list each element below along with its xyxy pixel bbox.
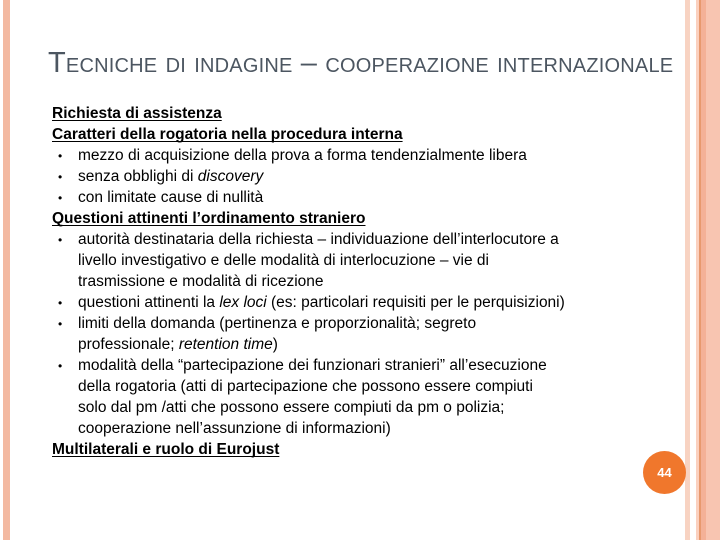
heading-caratteri	[52, 124, 677, 145]
bullet-text: (es: particolari requisiti per le perquisizioni)	[266, 294, 565, 311]
bullet-continuation	[52, 250, 677, 271]
bullet-continuation	[52, 376, 677, 397]
bullet-text: della rogatoria (atti di partecipazione che possono essere compiuti	[78, 378, 533, 395]
heading-text: Multilaterali e ruolo di Eurojust	[52, 441, 280, 458]
bullet-icon: •	[58, 359, 63, 373]
bullet-text: autorità destinataria della richiesta – individuazione dell’interlocutore a	[78, 231, 559, 248]
bullet-item	[52, 187, 677, 208]
bullet-text: mezzo di acquisizione della prova a forma tendenzialmente libera	[78, 147, 527, 164]
page-number: 44	[657, 465, 672, 480]
bullet-text: livello investigativo e delle modalità di interlocuzione – vie di	[78, 252, 489, 269]
bullet-item	[52, 355, 677, 376]
bullet-text: limiti della domanda (pertinenza e proporzionalità; segreto	[78, 315, 477, 332]
bullet-continuation	[52, 418, 677, 439]
bullet-continuation	[52, 397, 677, 418]
bullet-item	[52, 313, 677, 334]
slide-title: Tecniche di indagine – cooperazione internazionale	[48, 47, 674, 79]
bullet-item	[52, 145, 677, 166]
left-accent-stripe	[3, 0, 10, 540]
bullet-continuation	[52, 334, 677, 355]
heading-text: Caratteri della rogatoria nella procedura interna	[52, 126, 403, 143]
bullet-icon: •	[58, 191, 63, 205]
bullet-icon: •	[58, 149, 63, 163]
bullet-text: professionale;	[78, 336, 179, 353]
bullet-continuation	[52, 271, 677, 292]
bullet-icon: •	[58, 170, 63, 184]
bullet-text-italic: discovery	[197, 168, 264, 185]
bullet-text-italic: retention time	[178, 336, 273, 353]
bullet-icon: •	[58, 317, 63, 331]
bullet-text: questioni attinenti la	[78, 294, 220, 311]
bullet-icon: •	[58, 296, 63, 310]
right-accent-stripe	[685, 0, 690, 540]
heading-text: Questioni attinenti l’ordinamento straniero	[52, 210, 366, 227]
slide-body	[52, 103, 677, 460]
heading-text: Richiesta di assistenza	[52, 105, 222, 122]
bullet-text-italic: lex loci	[219, 294, 267, 311]
bullet-text: solo dal pm /atti che possono essere compiuti da pm o polizia;	[78, 399, 505, 416]
heading-questioni	[52, 208, 677, 229]
bullet-text: trasmissione e modalità di ricezione	[78, 273, 324, 290]
bullet-item	[52, 229, 677, 250]
bullet-item	[52, 166, 677, 187]
bullet-item	[52, 292, 677, 313]
bullet-text: senza obblighi di	[78, 168, 198, 185]
bullet-text: )	[272, 336, 278, 353]
bullet-text: cooperazione nell’assunzione di informazioni)	[78, 420, 391, 437]
bullet-text: modalità della “partecipazione dei funzionari stranieri” all’esecuzione	[78, 357, 547, 374]
bullet-text: con limitate cause di nullità	[78, 189, 264, 206]
bullet-icon: •	[58, 233, 63, 247]
heading-multilaterali	[52, 439, 677, 460]
heading-richiesta	[52, 103, 677, 124]
right-accent-band-outer	[706, 0, 720, 540]
